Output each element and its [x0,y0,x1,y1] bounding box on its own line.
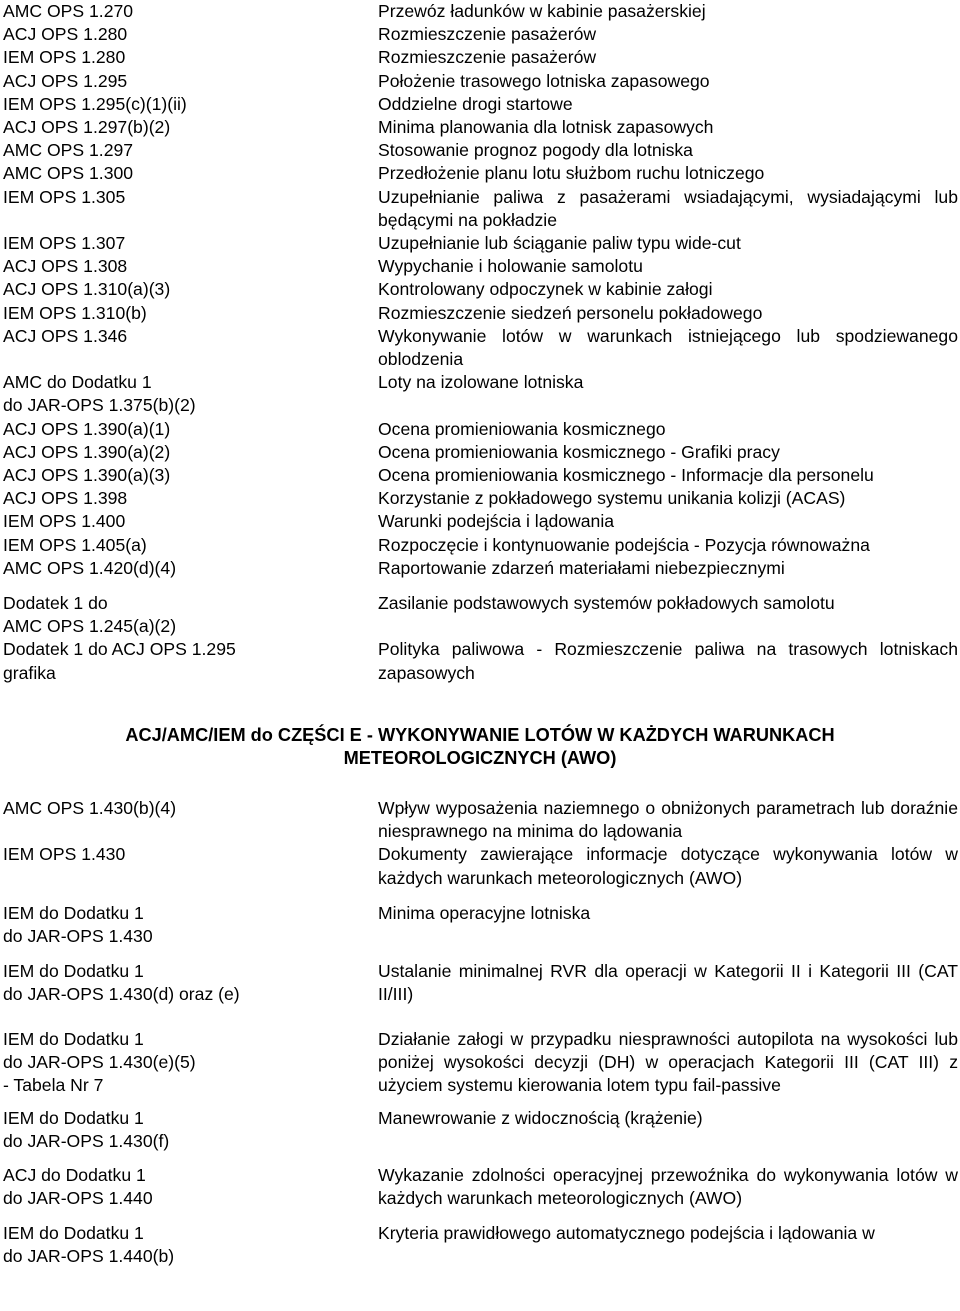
reference-code-line: IEM do Dodatku 1 [3,961,144,982]
reference-code-line: Dodatek 1 do [3,593,108,614]
reference-code [0,1107,378,1153]
reference-code [0,557,378,580]
reference-code [0,46,378,69]
reference-description: Wypychanie i holowanie samolotu [378,256,643,277]
reference-code [0,464,378,487]
reference-code-line: IEM OPS 1.310(b) [3,302,147,323]
reference-code-line: AMC OPS 1.245(a)(2) [3,616,177,637]
table-row [0,1164,960,1210]
table-row [0,232,960,255]
reference-code-line: IEM OPS 1.280 [3,47,126,68]
reference-code [0,0,378,23]
table-row [0,255,960,278]
table-row [0,1107,960,1153]
reference-code-line: AMC OPS 1.420(d)(4) [3,557,177,578]
reference-code [0,70,378,93]
table-row [0,487,960,510]
reference-description: Stosowanie prognoz pogody dla lotniska [378,140,693,161]
reference-code [0,255,378,278]
table-row [0,116,960,139]
reference-description: Rozpoczęcie i kontynuowanie podejścia - Pozycja równoważna [378,534,870,555]
section-e-heading [0,724,960,771]
table-row [0,186,960,232]
reference-code-line: IEM OPS 1.295(c)(1)(ii) [3,93,187,114]
reference-code-line: ACJ OPS 1.308 [3,256,128,277]
table-row [0,960,960,1006]
reference-code-line: IEM OPS 1.305 [3,186,126,207]
reference-description: Ocena promieniowania kosmicznego [378,418,666,439]
reference-description: Przewóz ładunków w kabinie pasażerskiej [378,1,706,21]
reference-code [0,510,378,533]
table-row [0,46,960,69]
table-row [0,23,960,46]
reference-table-part-e [0,797,960,1268]
reference-code [0,1028,378,1098]
reference-code-line: ACJ OPS 1.390(a)(2) [3,441,171,462]
reference-code [0,638,378,684]
reference-code [0,843,378,866]
reference-description: Ocena promieniowania kosmicznego - Informacje dla personelu [378,465,874,486]
reference-code [0,186,378,209]
table-row [0,93,960,116]
reference-code [0,1222,378,1268]
reference-description: Manewrowanie z widocznością (krążenie) [378,1108,703,1129]
table-row [0,902,960,948]
reference-code-line: AMC OPS 1.270 [3,1,134,21]
reference-description: Minima planowania dla lotnisk zapasowych [378,117,714,138]
reference-code [0,93,378,116]
table-row [0,797,960,843]
reference-description: Wykonywanie lotów w warunkach istniejącego lub spodziewanego oblodzenia [378,325,958,370]
reference-code-line: AMC OPS 1.300 [3,163,134,184]
reference-code-line: IEM do Dodatku 1 [3,902,144,923]
reference-code [0,162,378,185]
reference-code-line: Dodatek 1 do ACJ OPS 1.295 [3,639,236,660]
reference-code-line: IEM OPS 1.307 [3,233,126,254]
reference-description: Minima operacyjne lotniska [378,902,591,923]
reference-code [0,23,378,46]
table-row [0,534,960,557]
reference-code-line: do JAR-OPS 1.430(f) [3,1131,170,1152]
reference-code-line: do JAR-OPS 1.430 [3,926,153,947]
reference-description: Położenie trasowego lotniska zapasowego [378,70,710,91]
reference-description: Wpływ wyposażenia naziemnego o obniżonych parametrach lub doraźnie niesprawnego na minima do lądowania [378,798,958,842]
reference-description: Korzystanie z pokładowego systemu unikania kolizji (ACAS) [378,488,846,509]
reference-description: Dokumenty zawierające informacje dotyczące wykonywania lotów w każdych warunkach meteorologicznych (AWO) [378,844,958,888]
table-row [0,278,960,301]
reference-description: Rozmieszczenie pasażerów [378,24,597,45]
reference-code-line: AMC do Dodatku 1 [3,372,152,393]
reference-description: Wykazanie zdolności operacyjnej przewoźnika do wykonywania lotów w każdych warunkach meteorologicznych (AWO) [378,1164,958,1208]
reference-code-line: grafika [3,662,56,683]
table-row [0,302,960,325]
reference-code [0,302,378,325]
reference-description: Kontrolowany odpoczynek w kabinie załogi [378,279,713,300]
reference-code-line: IEM do Dodatku 1 [3,1223,144,1244]
reference-code-line: IEM OPS 1.400 [3,511,126,532]
reference-code-line: ACJ OPS 1.346 [3,325,128,346]
reference-code [0,534,378,557]
reference-description: Ustalanie minimalnej RVR dla operacji w Kategorii II i Kategorii III (CAT II/III) [378,961,958,1005]
table-row [0,1222,960,1268]
reference-description: Działanie załogi w przypadku niesprawności autopilota na wysokości lub poniżej wysokości decyzji (DH) w operacjach Kategorii III (CAT III) z użyciem systemu kierowania lotem typu fail-passive [378,1028,958,1096]
reference-code-line: do JAR-OPS 1.430(d) oraz (e) [3,984,240,1005]
reference-description: Kryteria prawidłowego automatycznego podejścia i lądowania w [378,1223,875,1244]
reference-code [0,325,378,348]
table-row [0,843,960,889]
table-row [0,510,960,533]
reference-code-line: ACJ OPS 1.390(a)(1) [3,418,171,439]
reference-description: Rozmieszczenie pasażerów [378,47,597,68]
reference-code [0,418,378,441]
reference-code-line: IEM do Dodatku 1 [3,1108,144,1129]
reference-code-line: AMC OPS 1.297 [3,140,134,161]
reference-code [0,116,378,139]
reference-description: Loty na izolowane lotniska [378,372,584,393]
reference-code-line: ACJ OPS 1.295 [3,70,128,91]
table-row [0,441,960,464]
reference-description: Rozmieszczenie siedzeń personelu pokładowego [378,302,763,323]
reference-code [0,902,378,948]
reference-description: Warunki podejścia i lądowania [378,511,615,532]
reference-code-line: ACJ OPS 1.310(a)(3) [3,279,171,300]
table-row [0,371,960,417]
reference-code [0,139,378,162]
table-row [0,139,960,162]
table-row [0,592,960,638]
table-row [0,162,960,185]
reference-code-line: ACJ OPS 1.390(a)(3) [3,465,171,486]
reference-description: Ocena promieniowania kosmicznego - Grafiki pracy [378,441,780,462]
reference-code-line: - Tabela Nr 7 [3,1075,104,1096]
section-e-heading-line-1: ACJ/AMC/IEM do CZĘŚCI E - WYKONYWANIE LOTÓW W KAŻDYCH WARUNKACH [125,725,835,745]
reference-code [0,371,378,417]
reference-code-line: IEM OPS 1.430 [3,844,126,865]
reference-code-line: AMC OPS 1.430(b)(4) [3,798,177,818]
reference-code-line: ACJ OPS 1.297(b)(2) [3,117,171,138]
reference-code-line: do JAR-OPS 1.440 [3,1187,153,1208]
reference-code [0,487,378,510]
table-row [0,638,960,684]
reference-code [0,232,378,255]
reference-description: Polityka paliwowa - Rozmieszczenie paliwa na trasowych lotniskach zapasowych [378,639,958,683]
reference-code [0,1164,378,1210]
reference-code [0,797,378,820]
reference-code-line: ACJ do Dodatku 1 [3,1164,146,1185]
table-row [0,464,960,487]
reference-code-line: ACJ OPS 1.398 [3,488,128,509]
reference-code-line: do JAR-OPS 1.430(e)(5) [3,1051,196,1072]
reference-description: Przedłożenie planu lotu służbom ruchu lotniczego [378,163,765,184]
reference-description: Raportowanie zdarzeń materiałami niebezpiecznymi [378,557,785,578]
reference-code-line: IEM do Dodatku 1 [3,1028,144,1049]
reference-code [0,592,378,638]
reference-code-line: IEM OPS 1.405(a) [3,534,147,555]
table-row [0,418,960,441]
reference-code [0,960,378,1006]
reference-code [0,278,378,301]
reference-description: Zasilanie podstawowych systemów pokładowych samolotu [378,593,835,614]
table-row [0,325,960,371]
reference-code [0,441,378,464]
reference-code-line: ACJ OPS 1.280 [3,24,128,45]
table-row [0,1028,960,1098]
reference-description: Oddzielne drogi startowe [378,93,573,114]
section-e-heading-line-2: METEOROLOGICZNYCH (AWO) [343,748,617,769]
reference-code-line: do JAR-OPS 1.375(b)(2) [3,395,196,416]
table-row [0,557,960,580]
reference-description: Uzupełnianie paliwa z pasażerami wsiadającymi, wysiadającymi lub będącymi na pokładzie [378,186,958,230]
reference-description: Uzupełnianie lub ściąganie paliw typu wide-cut [378,233,741,254]
table-row [0,70,960,93]
reference-code-line: do JAR-OPS 1.440(b) [3,1246,175,1267]
table-row [0,0,960,23]
